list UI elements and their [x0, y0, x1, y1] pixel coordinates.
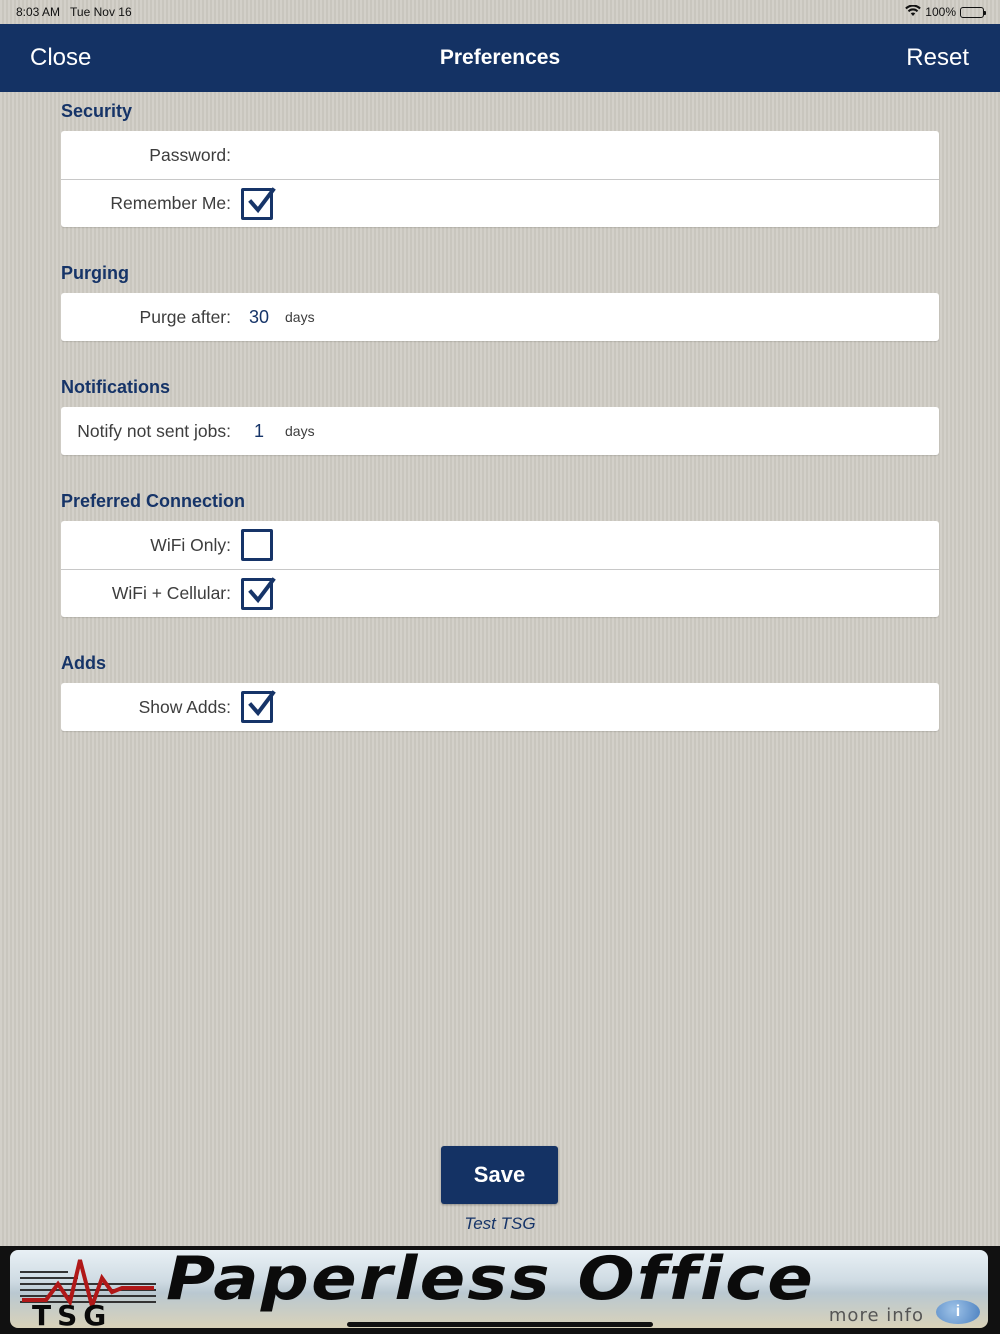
- section-title-purging: Purging: [61, 263, 129, 283]
- password-row: [61, 131, 939, 179]
- password-input[interactable]: [241, 140, 841, 170]
- preferences-form: [61, 92, 939, 758]
- status-date: Tue Nov 16: [70, 5, 132, 19]
- wifi-icon: [905, 5, 921, 20]
- page-title: Preferences: [439, 46, 561, 69]
- notify-label: Notify not sent jobs:: [77, 420, 231, 441]
- wifi-only-label: WiFi Only:: [150, 534, 231, 555]
- show-adds-checkbox[interactable]: [241, 691, 273, 723]
- notify-row: [61, 407, 939, 455]
- purge-after-label: Purge after:: [139, 306, 231, 327]
- adds-card: [61, 683, 939, 731]
- remember-me-row: [61, 179, 939, 227]
- wifi-cellular-row: [61, 569, 939, 617]
- section-title-connection: Preferred Connection: [61, 491, 246, 511]
- show-adds-label: Show Adds:: [138, 696, 231, 717]
- status-bar: [0, 0, 1000, 24]
- ad-banner-content: [10, 1250, 988, 1328]
- checkmark-icon: [246, 187, 278, 219]
- connection-card: [61, 521, 939, 617]
- checkmark-icon: [246, 690, 278, 722]
- logo-text: TSG: [32, 1299, 113, 1328]
- battery-icon: [960, 7, 984, 18]
- security-card: [61, 131, 939, 227]
- banner-title: Paperless Office: [166, 1250, 816, 1314]
- battery-percent: 100%: [925, 5, 956, 19]
- info-icon[interactable]: i: [936, 1300, 980, 1324]
- tsg-logo: [18, 1254, 158, 1326]
- account-name: Test TSG: [464, 1214, 536, 1233]
- password-label: Password:: [149, 144, 231, 165]
- wifi-only-row: [61, 521, 939, 569]
- wifi-cellular-label: WiFi + Cellular:: [111, 583, 231, 603]
- show-adds-row: [61, 683, 939, 731]
- remember-me-checkbox[interactable]: [241, 188, 273, 220]
- purging-card: [61, 293, 939, 341]
- home-indicator: [347, 1322, 653, 1327]
- section-title-security: Security: [61, 101, 133, 121]
- wifi-cellular-checkbox[interactable]: [241, 578, 273, 610]
- wifi-only-checkbox[interactable]: [241, 529, 273, 561]
- purge-after-row: [61, 293, 939, 341]
- purge-after-unit: days: [285, 309, 315, 325]
- section-title-adds: Adds: [61, 653, 106, 673]
- navigation-bar: [0, 24, 1000, 92]
- remember-me-label: Remember Me:: [110, 193, 231, 213]
- ad-banner[interactable]: [0, 1246, 1000, 1334]
- close-button[interactable]: Close: [30, 44, 92, 71]
- section-title-notifications: Notifications: [61, 377, 171, 397]
- notify-days-unit: days: [285, 423, 315, 439]
- reset-button[interactable]: Reset: [906, 44, 969, 71]
- more-info-link[interactable]: more info: [828, 1305, 924, 1326]
- save-button[interactable]: Save: [441, 1146, 558, 1204]
- notify-days-input[interactable]: 1: [253, 420, 264, 441]
- checkmark-icon: [246, 577, 278, 609]
- notifications-card: [61, 407, 939, 455]
- status-time: 8:03 AM: [16, 5, 61, 19]
- status-indicators: [905, 5, 984, 20]
- purge-after-input[interactable]: 30: [248, 306, 270, 327]
